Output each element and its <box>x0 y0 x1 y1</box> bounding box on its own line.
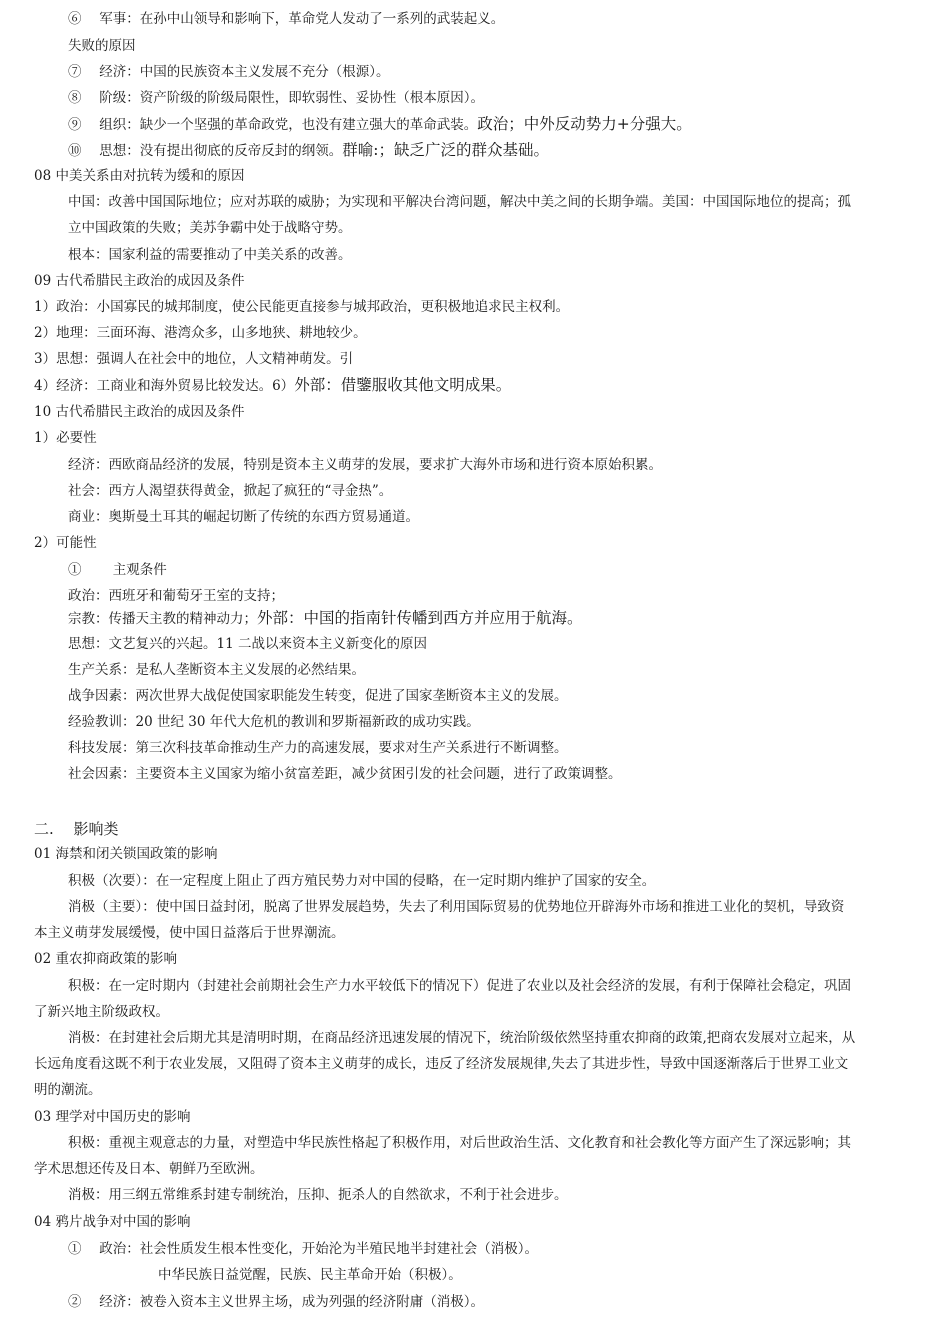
section-heading: 04 鸦片战争对中国的影响 <box>34 1214 191 1230</box>
text-line: 思想：文艺复兴的兴起。11 二战以来资本主义新变化的原因 <box>68 636 427 652</box>
text-line: 2）地理：三面环海、港湾众多，山多地狭、耕地较少。 <box>34 325 367 341</box>
text-line: 战争因素：两次世界大战促使国家职能发生转变，促进了国家垄断资本主义的发展。 <box>68 688 568 704</box>
text-line: ⑩ 思想：没有提出彻底的反帝反封的纲领。群喻:；缺乏广泛的群众基础。 <box>68 141 550 159</box>
text-line: 4）经济：工商业和海外贸易比较发达。6）外部：借鑒服收其他文明成果。 <box>34 376 512 394</box>
text-line: 学术思想还传及日本、朝鲜乃至欧洲。 <box>34 1161 264 1177</box>
section-heading: 01 海禁和闭关锁国政策的影响 <box>34 846 218 862</box>
text-line: 经验教训：20 世纪 30 年代大危机的教训和罗斯福新政的成功实践。 <box>68 714 480 730</box>
text-line: 失败的原因 <box>68 38 136 54</box>
text-line: 本主义萌芽发展缓慢，使中国日益落后于世界潮流。 <box>34 925 345 941</box>
part-heading: 二. 影响类 <box>34 820 119 838</box>
text-line: 2）可能性 <box>34 535 97 551</box>
text-line-tail: 群喻:；缺乏广泛的群众基础。 <box>342 141 550 159</box>
text-line: 社会：西方人渴望获得黄金，掀起了疯狂的“寻金热”。 <box>68 483 393 499</box>
text-line: 社会因素：主要资本主义国家为缩小贫富差距，减少贫困引发的社会问题，进行了政策调整。 <box>68 766 622 782</box>
text-line: ① 主观条件 <box>68 562 167 578</box>
text-line: 积极（次要）：在一定程度上阻止了西方殖民势力对中国的侵略，在一定时期内维护了国家的安全。 <box>68 873 656 889</box>
section-heading: 02 重农抑商政策的影响 <box>34 951 177 967</box>
text-line: ① 政治：社会性质发生根本性变化，开始沦为半殖民地半封建社会（消极）。 <box>68 1241 539 1257</box>
text-line: 生产关系：是私人垄断资本主义发展的必然结果。 <box>68 662 365 678</box>
text-line: 商业：奥斯曼土耳其的崛起切断了传统的东西方贸易通道。 <box>68 509 419 525</box>
text-line: 1）必要性 <box>34 430 97 446</box>
text-line: 积极：在一定时期内（封建社会前期社会生产力水平较低下的情况下）促进了农业以及社会经济的发展，有利于保障社会稳定，巩固 <box>68 978 851 994</box>
text-line: 明的潮流。 <box>34 1082 102 1098</box>
text-line: ⑨ 组织：缺少一个坚强的革命政党，也没有建立强大的革命武装。政治；中外反动势力+分强大。 <box>68 115 692 133</box>
text-line: 1）政治：小国寡民的城邦制度，使公民能更直接参与城邦政治，更积极地追求民主权利。 <box>34 299 570 315</box>
text-line: 科技发展：第三次科技革命推动生产力的高速发展，要求对生产关系进行不断调整。 <box>68 740 568 756</box>
text-line: 宗教：传播天主教的精神动力；外部：中国的指南针传幡到西方并应用于航海。 <box>68 609 583 627</box>
text-line: ② 经济：被卷入资本主义世界主场，成为列强的经济附庸（消极）。 <box>68 1294 485 1310</box>
text-line: 立中国政策的失败；美苏争霸中处于战略守势。 <box>68 220 352 236</box>
text-line-tail: 外部：中国的指南针传幡到西方并应用于航海。 <box>257 609 583 627</box>
text-line: 政治：西班牙和葡萄牙王室的支持； <box>68 588 284 604</box>
text-line: 经济：西欧商品经济的发展，特别是资本主义萌芽的发展，要求扩大海外市场和进行资本原始积累。 <box>68 457 662 473</box>
text-line-tail: 政治；中外反动势力+分强大。 <box>477 115 692 133</box>
text-line: 3）思想：强调人在社会中的地位，人文精神萌发。引 <box>34 351 354 367</box>
text-line: 根本：国家利益的需要推动了中美关系的改善。 <box>68 247 352 263</box>
text-line-tail: 外部：借鑒服收其他文明成果。 <box>294 376 512 394</box>
section-heading: 09 古代希腊民主政治的成因及条件 <box>34 273 245 289</box>
text-line: 中华民族日益觉醒，民族、民主革命开始（积极）。 <box>158 1267 462 1283</box>
text-line: 了新兴地主阶级政权。 <box>34 1004 169 1020</box>
text-line: ⑦ 经济：中国的民族资本主义发展不充分（根源）。 <box>68 64 390 80</box>
text-line: 积极：重视主观意志的力量，对塑造中华民族性格起了积极作用，对后世政治生活、文化教育和社会教化等方面产生了深远影响；其 <box>68 1135 851 1151</box>
section-heading: 03 理学对中国历史的影响 <box>34 1109 191 1125</box>
text-line: 消极：用三纲五常维系封建专制统治，压抑、扼杀人的自然欲求，不利于社会进步。 <box>68 1187 568 1203</box>
text-line: 中国：改善中国国际地位；应对苏联的威胁；为实现和平解决台湾问题，解决中美之间的长期争端。美国：中国国际地位的提高；孤 <box>68 194 851 210</box>
text-line: ⑧ 阶级：资产阶级的阶级局限性，即软弱性、妥协性（根本原因）。 <box>68 90 485 106</box>
text-line: 消极（主要）：使中国日益封闭，脱离了世界发展趋势，失去了利用国际贸易的优势地位开辟海外市场和推进工业化的契机，导致资 <box>68 899 845 915</box>
section-heading: 10 古代希腊民主政治的成因及条件 <box>34 404 245 420</box>
text-line: 消极：在封建社会后期尤其是清明时期，在商品经济迅速发展的情况下，统治阶级依然坚持重农抑商的政策,把商农发展对立起来，从 <box>68 1030 856 1046</box>
text-line: ⑥ 军事：在孙中山领导和影响下，革命党人发动了一系列的武装起义。 <box>68 11 505 27</box>
text-line: 长远角度看这既不利于农业发展，又阻碍了资本主义萌芽的成长，违反了经济发展规律,失去了其进步性，导致中国逐渐落后于世界工业文 <box>34 1056 849 1072</box>
section-heading: 08 中美关系由对抗转为缓和的原因 <box>34 168 245 184</box>
